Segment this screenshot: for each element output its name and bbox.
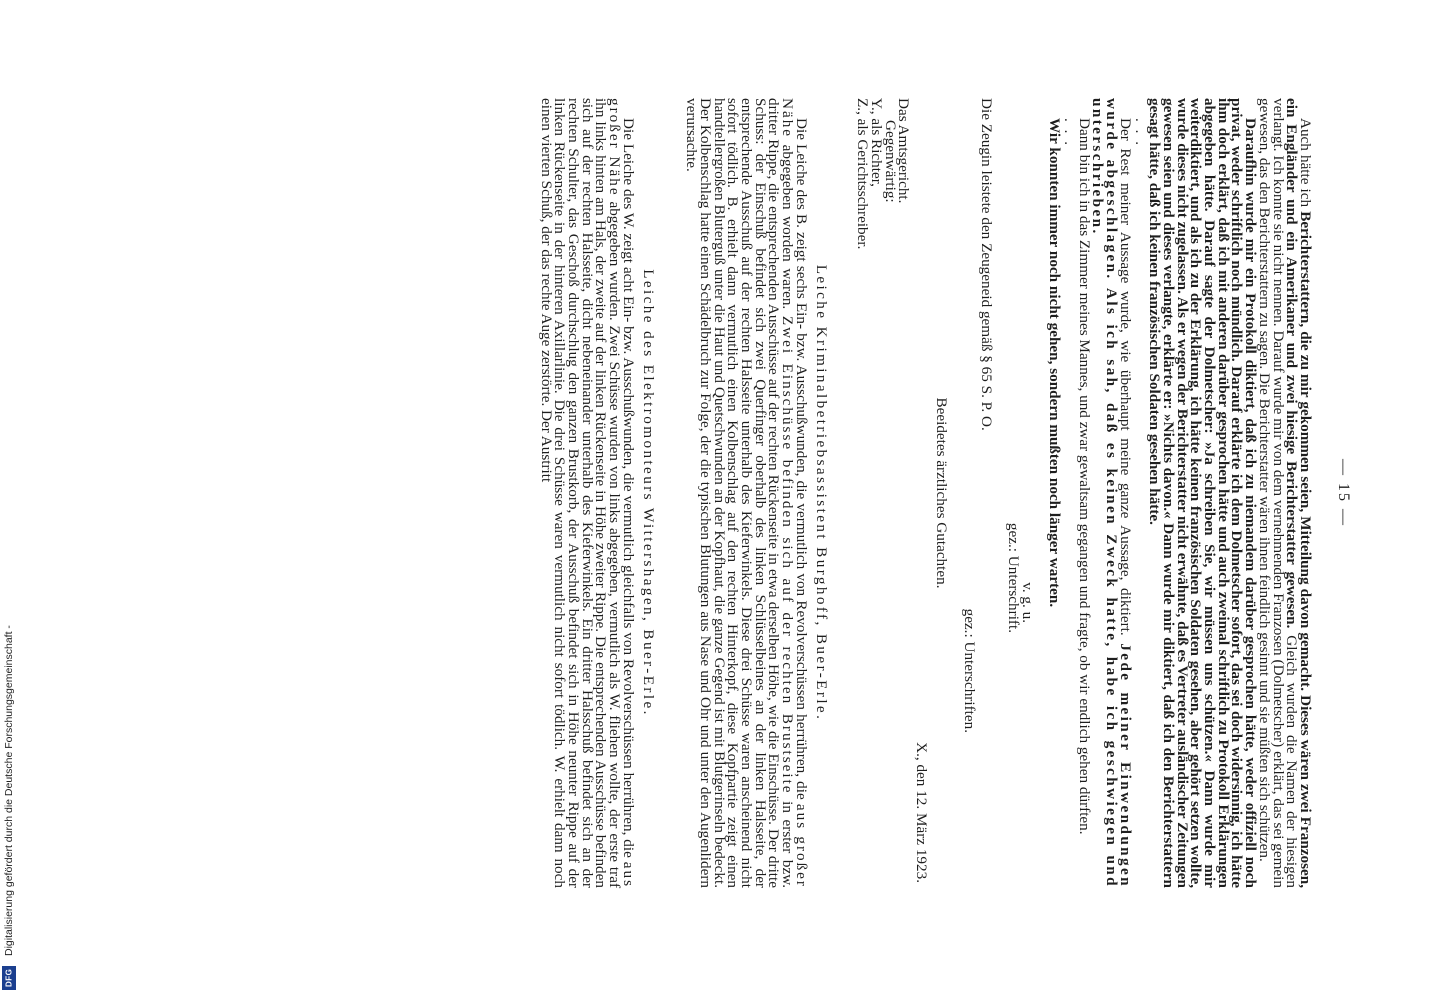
- judge-line: Y., als Richter,: [868, 98, 886, 187]
- text-run: abgegeben worden waren.: [779, 138, 797, 316]
- text-run: Gleich wurden die Namen der hiesigen verlangt. Ich konnte sie nicht nennen. Darauf wurde mir von dem vernehmenden Franzosen (Dolmetscher) erklärt, das sei gemein gewesen, das den Berichterstattern zu sagen. Die Berichterstatter wären ihnen feindlich gesinnt und sie müßten sich schützen.: [1255, 98, 1301, 888]
- spaced-text-run: aus großer Nähe: [779, 98, 810, 888]
- signature-gez-2: gez.: Unterschriften.: [960, 608, 978, 733]
- ellipsis: . . .: [1131, 118, 1149, 147]
- dfg-logo: DFG: [2, 966, 16, 990]
- signature-vgu: v. g. u.: [1018, 582, 1036, 623]
- court-name: Das Amtsgericht.: [895, 98, 913, 204]
- digitization-credit: Digitalisierung gefördert durch die Deutsche Forschungsgemeinschaft -: [3, 625, 15, 956]
- heading-burghoff: Leiche Kriminalbetriebsassistent Burghoff, Buer-Erle.: [812, 264, 830, 722]
- spaced-text-run: aus großer Nähe: [606, 98, 637, 888]
- signature-gez-1: gez.: Unterschrift.: [1004, 522, 1022, 633]
- section-title: Beeidetes ärztliches Gutachten.: [932, 397, 950, 589]
- paragraph-rest: [1091, 98, 1132, 888]
- text-run: in erster bzw. dritter Rippe, die entsprechenden Ausschüsse auf der rechten Rückenseite in etwa derselben Höhe, wie die Einschüsse. Der dritte Schuss: der Einschuß befindet sich zwei Querfinger oberhalb des linken Schlüsselbeines an der linken Halsseite, der entsprechende Ausschuß auf der rechten Halsseite unterhalb des Kieferwinkels. Diese drei Schüsse waren anscheinend nicht sofort tödlich. B. erhielt dann vermutlich einen Kolbenschlag auf den rechten Hinterkopf, diese Kopfpartie zeigt einen handtellergroßen Bluterguß unter die Haut und Quetschwunden an der Kopfhaut, die ganze Gegend ist mit Blutgerinseln bedeckt. Der Kolbenschlag hatte einen Schädelbruch zur Folge, der die typischen Blutungen aus Nase und Ohr und unter den Augenlidern verursachte.: [683, 98, 797, 888]
- present-label: Gegenwärtig:: [881, 120, 899, 203]
- bold-text-run: Berichterstattern, die zu mir gekommen seien, Mitteilung davon gemacht.: [1297, 211, 1314, 692]
- spaced-text-run: Zwei Einschüsse befinden sich auf der rechten Brustseite: [779, 315, 797, 795]
- paragraph-room: Dann bin ich in das Zimmer meines Mannes, und zwar gewaltsam gegangen und fragte, ob wir endlich gehen dürften.: [1075, 118, 1093, 835]
- paragraph-waiting: Wir konnten immer noch nicht gehen, sondern mußten noch länger warten.: [1046, 118, 1064, 608]
- document-body: [539, 98, 1312, 888]
- bold-text-run: Dieses wären zwei Franzosen, ein Engländer und ein Amerikaner und zwei hiesige Berichterstatter gewesen.: [1283, 98, 1314, 888]
- text-run: Die Leiche des W. zeigt acht Ein- bzw. Ausschußwunden, die vermutlich gleichfalls von Revolverschüssen herrühren, die: [619, 118, 637, 862]
- paragraph-burghoff: [685, 98, 808, 888]
- clerk-line: Z., als Gerichtsschreiber.: [854, 98, 872, 250]
- paragraph-wittershagen: [539, 98, 635, 888]
- text-run: abgegeben wurden. Zwei Schüsse wurden von links abgegeben, vermutlich als W. fliehen wollte, der erste traf ihn links hinten am Hals, der zweite auf der linken Rückenseite in Höhe zweiter Rippe. Die entsprechenden Ausschüsse befinden sich auf der rechten Halsseite, dicht nebeneinander unterhalb des Kieferwinkels. Ein dritter Halsschuß befindet sich an der rechten Schulter, das Geschoß durchschlug den ganzen Brustkorb, der Ausschuß befindet sich in Höhe neunter Rippe auf der linken Rückenseite in der hinteren Axillarlinie. Die drei Schüsse waren vermutlich nicht sofort tödlich. W. erhielt dann noch einen vierten Schuß, der das rechte Auge zerstörte. Der Austritt: [537, 98, 624, 889]
- oath-statement: Die Zeugin leistete den Zeugeneid gemäß § 65 S. P. O.: [978, 98, 996, 431]
- paragraph-protocol: Daraufhin wurde mir ein Protokoll diktiert, daß ich zu niemandem darüber gesprochen hätte, weder offiziell noch privat, weder schriftlich noch mündlich. Darauf erklärte ich dem Dolmetscher sofort, das sei doch widersinnig, ich hätte ihm doch erklärt, daß ich mit anderen darüber gesprochen hätte und auch zweimal schriftlich zu Protokoll Erklärungen abgegeben hätte. Darauf sagte der Dolmetscher: »Ja schreiben Sie, wir müssen uns schützen.« Dann wurde mir weiterdiktiert, und als ich zu der Erklärung, ich hätte keinen französischen Soldaten gesehen, aber gehört setzen wollte, wurde dieses nicht zugelassen. Als er wegen der Berichterstatter nicht erwähnte, daß es Vertreter ausländischer Zeitungen gewesen seien und dieses verlangte, erklärte er: »Nichts davon.« Dann wurde mir diktiert, daß ich den Berichterstattern gesagt hätte, daß ich keinen französischen Soldaten gesehen hätte.: [1146, 98, 1260, 888]
- heading-wittershagen: Leiche des Elektromonteurs Wittershagen, Buer-Erle.: [639, 269, 657, 717]
- text-run: Der Rest meiner Aussage wurde, wie überhaupt meine ganze Aussage, diktiert.: [1116, 118, 1134, 644]
- text-run: Die Leiche des B. zeigt sechs Ein- bzw. Ausschußwunden, die vermutlich von Revolverschüssen herrühren, die: [792, 118, 810, 804]
- page-number: — 15 —: [1335, 459, 1352, 527]
- ellipsis: . . .: [1061, 118, 1079, 147]
- spaced-text-run: Jede meiner Einwendungen wurde abgeschlagen. Als ich sah, daß es keinen Zweck hatte, habe ich geschwiegen und unterschrieben.: [1089, 98, 1134, 888]
- text-run: Auch hätte ich: [1297, 118, 1314, 212]
- paragraph-intro: [1257, 98, 1312, 888]
- date-line: X., den 12. März 1923.: [913, 742, 931, 883]
